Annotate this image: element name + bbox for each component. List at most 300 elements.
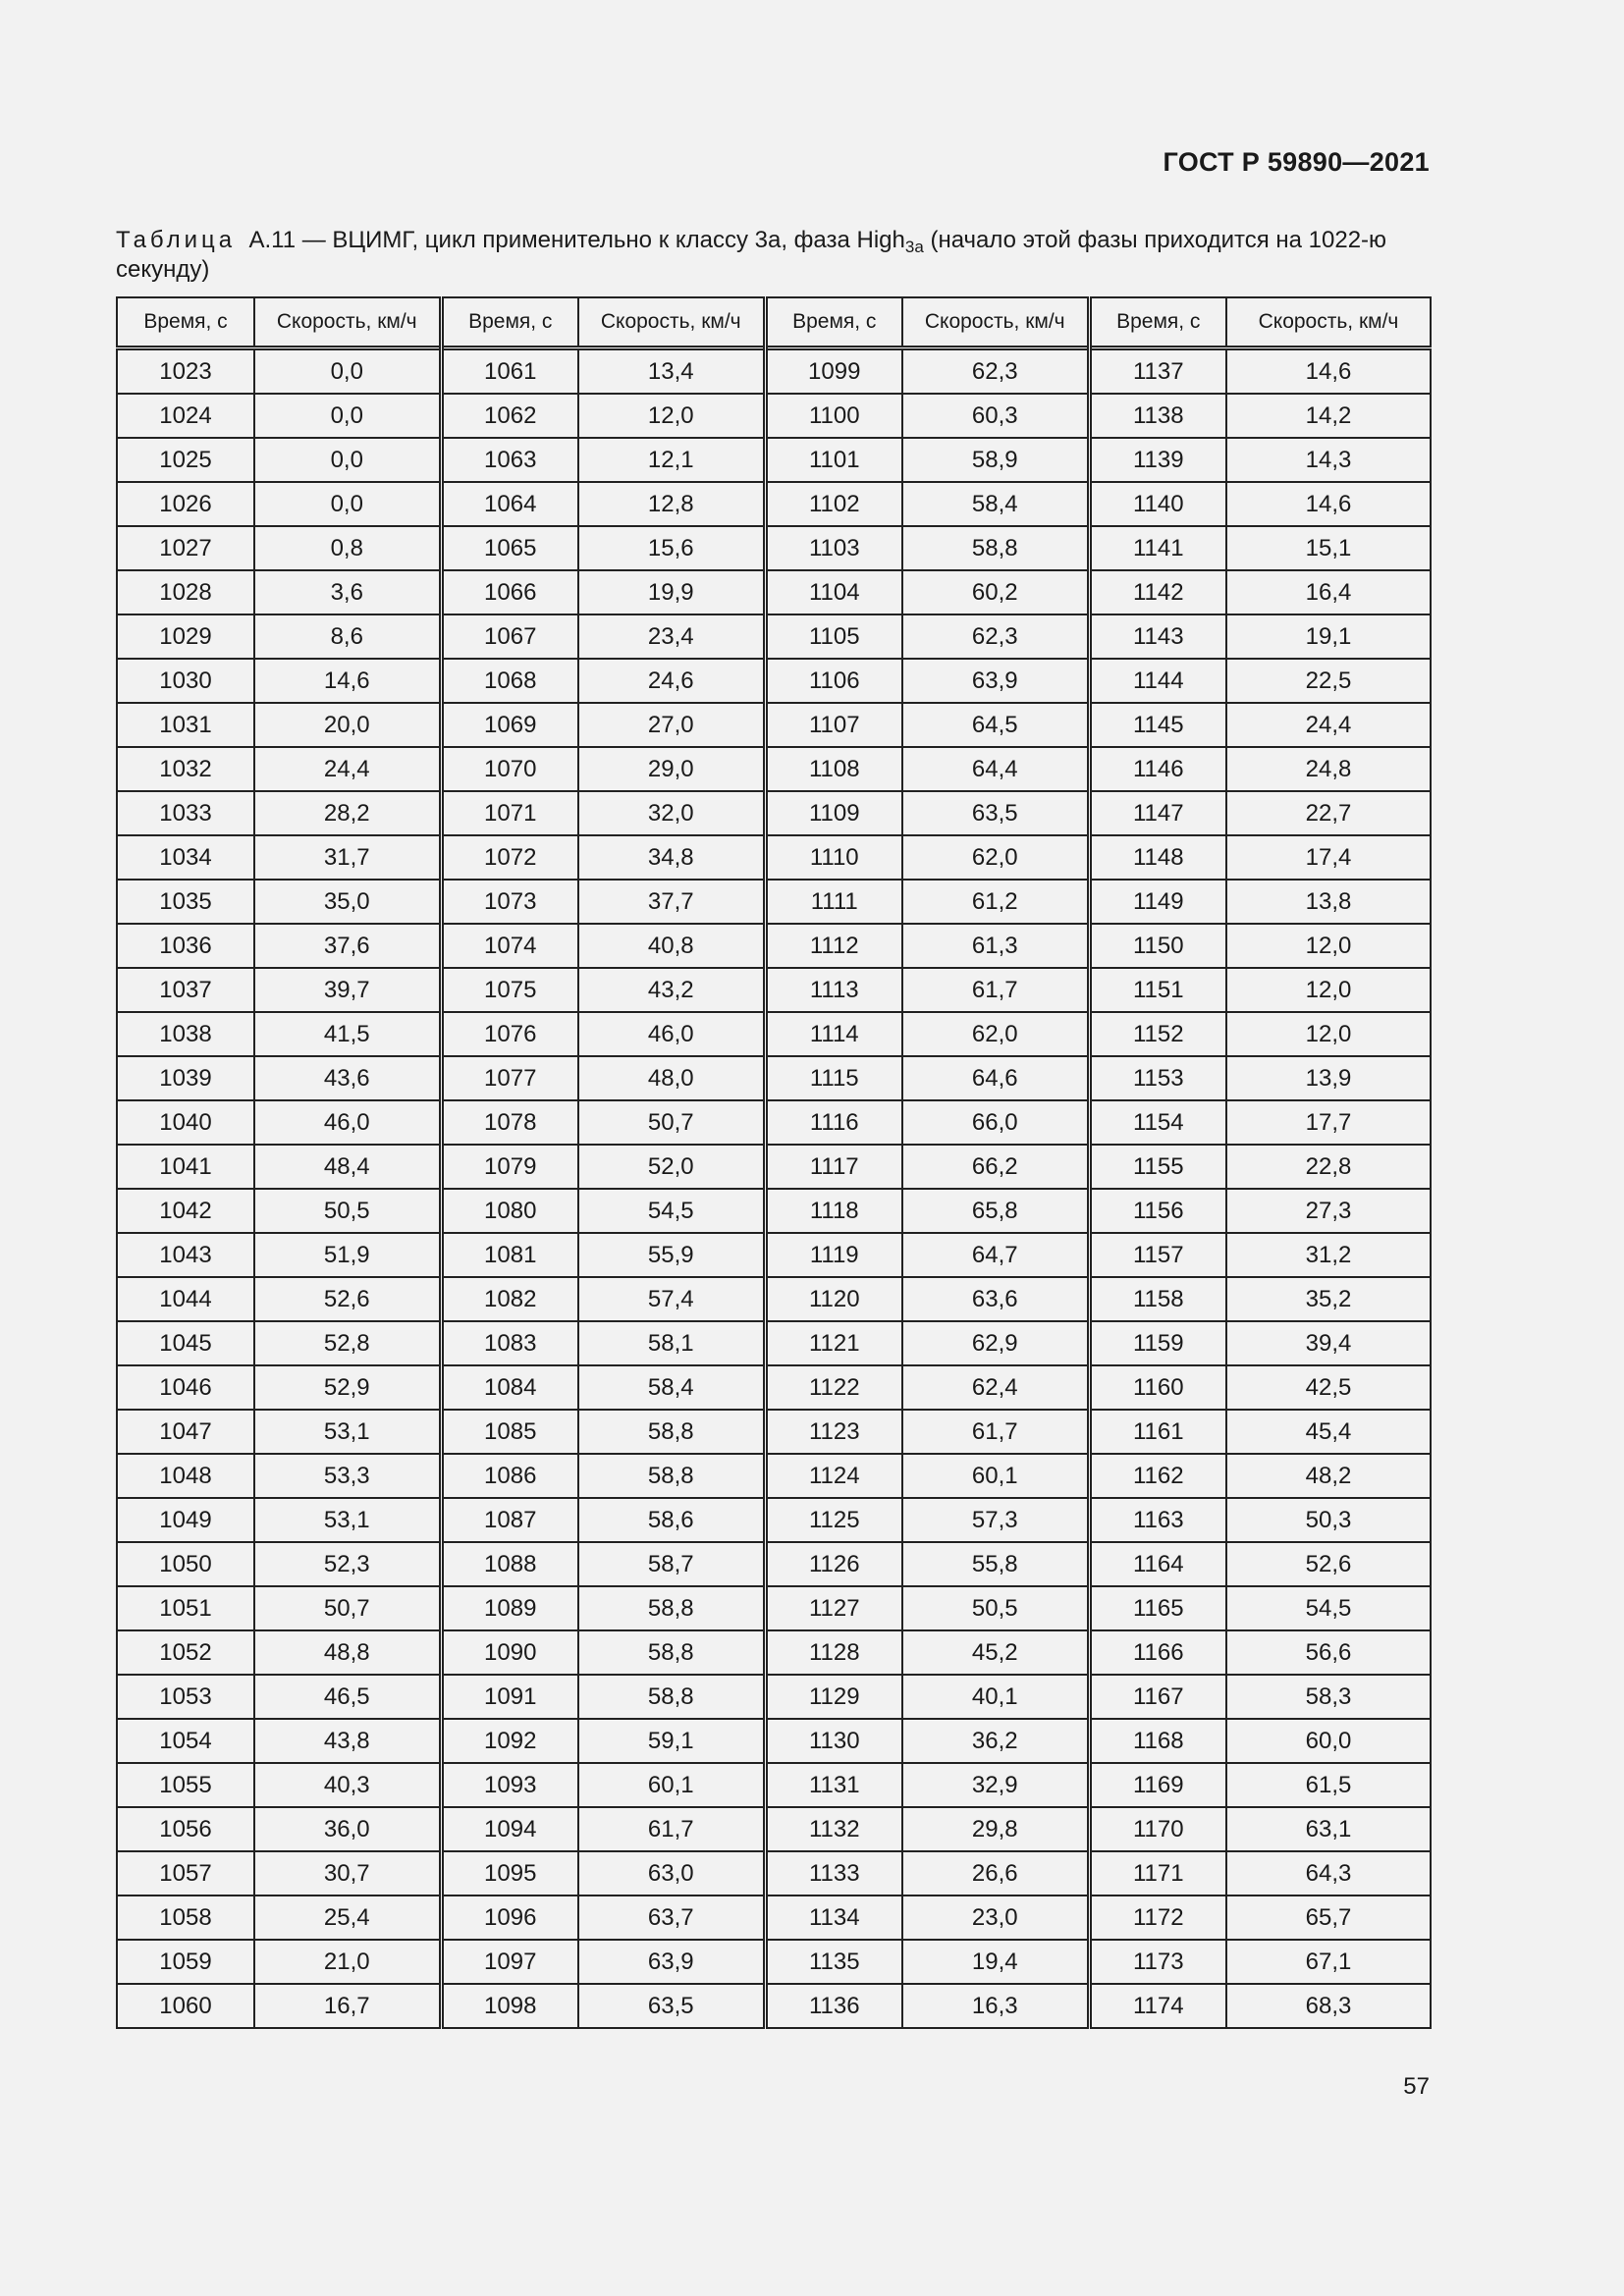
speed-cell: 61,5 <box>1226 1763 1431 1807</box>
table-row <box>117 747 1431 791</box>
speed-cell: 60,0 <box>1226 1719 1431 1763</box>
speed-cell: 42,5 <box>1226 1365 1431 1410</box>
speed-cell: 12,0 <box>1226 1012 1431 1056</box>
table-row <box>117 394 1431 438</box>
table-row <box>117 968 1431 1012</box>
speed-cell: 12,8 <box>578 482 765 526</box>
table-row <box>117 1940 1431 1984</box>
speed-cell: 29,8 <box>902 1807 1089 1851</box>
time-cell: 1144 <box>1089 659 1226 703</box>
speed-cell: 58,3 <box>1226 1675 1431 1719</box>
time-cell: 1072 <box>441 835 578 880</box>
speed-cell: 52,3 <box>254 1542 441 1586</box>
time-cell: 1096 <box>441 1896 578 1940</box>
speed-cell: 40,3 <box>254 1763 441 1807</box>
speed-cell: 58,4 <box>578 1365 765 1410</box>
time-cell: 1062 <box>441 394 578 438</box>
speed-cell: 23,0 <box>902 1896 1089 1940</box>
time-cell: 1167 <box>1089 1675 1226 1719</box>
speed-cell: 40,8 <box>578 924 765 968</box>
speed-cell: 46,0 <box>254 1100 441 1145</box>
speed-cell: 12,1 <box>578 438 765 482</box>
time-cell: 1081 <box>441 1233 578 1277</box>
speed-cell: 57,3 <box>902 1498 1089 1542</box>
time-cell: 1078 <box>441 1100 578 1145</box>
time-cell: 1098 <box>441 1984 578 2028</box>
table-row <box>117 924 1431 968</box>
table-row <box>117 482 1431 526</box>
time-cell: 1099 <box>765 348 902 395</box>
speed-cell: 37,6 <box>254 924 441 968</box>
time-cell: 1094 <box>441 1807 578 1851</box>
speed-cell: 53,1 <box>254 1498 441 1542</box>
header-speed: Скорость, км/ч <box>1226 297 1431 348</box>
speed-cell: 12,0 <box>1226 924 1431 968</box>
speed-cell: 32,9 <box>902 1763 1089 1807</box>
speed-cell: 23,4 <box>578 614 765 659</box>
speed-cell: 24,4 <box>254 747 441 791</box>
speed-cell: 16,3 <box>902 1984 1089 2028</box>
speed-cell: 0,0 <box>254 438 441 482</box>
speed-cell: 68,3 <box>1226 1984 1431 2028</box>
time-cell: 1087 <box>441 1498 578 1542</box>
time-cell: 1165 <box>1089 1586 1226 1630</box>
speed-cell: 62,0 <box>902 1012 1089 1056</box>
speed-cell: 58,8 <box>578 1675 765 1719</box>
time-cell: 1129 <box>765 1675 902 1719</box>
speed-cell: 15,6 <box>578 526 765 570</box>
time-cell: 1036 <box>117 924 254 968</box>
speed-cell: 67,1 <box>1226 1940 1431 1984</box>
time-cell: 1174 <box>1089 1984 1226 2028</box>
header-speed: Скорость, км/ч <box>254 297 441 348</box>
time-cell: 1146 <box>1089 747 1226 791</box>
speed-cell: 62,0 <box>902 835 1089 880</box>
speed-cell: 61,2 <box>902 880 1089 924</box>
time-cell: 1043 <box>117 1233 254 1277</box>
speed-cell: 16,7 <box>254 1984 441 2028</box>
time-cell: 1138 <box>1089 394 1226 438</box>
speed-cell: 64,7 <box>902 1233 1089 1277</box>
speed-cell: 58,8 <box>578 1586 765 1630</box>
speed-cell: 58,8 <box>578 1630 765 1675</box>
time-cell: 1038 <box>117 1012 254 1056</box>
speed-cell: 43,8 <box>254 1719 441 1763</box>
table-row <box>117 1896 1431 1940</box>
time-cell: 1085 <box>441 1410 578 1454</box>
time-cell: 1024 <box>117 394 254 438</box>
time-cell: 1102 <box>765 482 902 526</box>
time-cell: 1133 <box>765 1851 902 1896</box>
time-cell: 1060 <box>117 1984 254 2028</box>
speed-cell: 15,1 <box>1226 526 1431 570</box>
speed-cell: 24,8 <box>1226 747 1431 791</box>
time-cell: 1076 <box>441 1012 578 1056</box>
speed-cell: 35,0 <box>254 880 441 924</box>
speed-cell: 50,5 <box>902 1586 1089 1630</box>
speed-cell: 65,7 <box>1226 1896 1431 1940</box>
time-cell: 1077 <box>441 1056 578 1100</box>
time-cell: 1044 <box>117 1277 254 1321</box>
speed-cell: 35,2 <box>1226 1277 1431 1321</box>
time-cell: 1173 <box>1089 1940 1226 1984</box>
time-cell: 1162 <box>1089 1454 1226 1498</box>
speed-cell: 45,2 <box>902 1630 1089 1675</box>
time-cell: 1149 <box>1089 880 1226 924</box>
speed-cell: 62,3 <box>902 614 1089 659</box>
speed-cell: 66,2 <box>902 1145 1089 1189</box>
speed-cell: 63,9 <box>578 1940 765 1984</box>
time-cell: 1131 <box>765 1763 902 1807</box>
time-cell: 1040 <box>117 1100 254 1145</box>
speed-cell: 31,7 <box>254 835 441 880</box>
table-row <box>117 1498 1431 1542</box>
speed-cell: 58,6 <box>578 1498 765 1542</box>
time-cell: 1092 <box>441 1719 578 1763</box>
time-cell: 1147 <box>1089 791 1226 835</box>
speed-cell: 40,1 <box>902 1675 1089 1719</box>
time-cell: 1069 <box>441 703 578 747</box>
table-row <box>117 1365 1431 1410</box>
time-cell: 1136 <box>765 1984 902 2028</box>
time-cell: 1119 <box>765 1233 902 1277</box>
time-cell: 1127 <box>765 1586 902 1630</box>
speed-cell: 34,8 <box>578 835 765 880</box>
speed-cell: 55,8 <box>902 1542 1089 1586</box>
speed-cell: 58,4 <box>902 482 1089 526</box>
time-cell: 1169 <box>1089 1763 1226 1807</box>
speed-cell: 46,0 <box>578 1012 765 1056</box>
speed-cell: 29,0 <box>578 747 765 791</box>
time-cell: 1107 <box>765 703 902 747</box>
speed-cell: 36,0 <box>254 1807 441 1851</box>
time-cell: 1108 <box>765 747 902 791</box>
time-cell: 1050 <box>117 1542 254 1586</box>
speed-cell: 8,6 <box>254 614 441 659</box>
time-cell: 1053 <box>117 1675 254 1719</box>
table-row <box>117 1763 1431 1807</box>
time-cell: 1034 <box>117 835 254 880</box>
time-cell: 1155 <box>1089 1145 1226 1189</box>
time-cell: 1137 <box>1089 348 1226 395</box>
time-cell: 1152 <box>1089 1012 1226 1056</box>
time-cell: 1086 <box>441 1454 578 1498</box>
time-cell: 1057 <box>117 1851 254 1896</box>
speed-cell: 63,5 <box>902 791 1089 835</box>
time-cell: 1143 <box>1089 614 1226 659</box>
speed-cell: 21,0 <box>254 1940 441 1984</box>
speed-cell: 58,7 <box>578 1542 765 1586</box>
table-row <box>117 1100 1431 1145</box>
speed-cell: 52,0 <box>578 1145 765 1189</box>
time-cell: 1075 <box>441 968 578 1012</box>
speed-cell: 57,4 <box>578 1277 765 1321</box>
time-cell: 1070 <box>441 747 578 791</box>
speed-cell: 62,3 <box>902 348 1089 395</box>
time-cell: 1139 <box>1089 438 1226 482</box>
page-number: 57 <box>1403 2073 1430 2100</box>
time-cell: 1101 <box>765 438 902 482</box>
speed-cell: 62,9 <box>902 1321 1089 1365</box>
time-cell: 1093 <box>441 1763 578 1807</box>
speed-cell: 14,6 <box>254 659 441 703</box>
time-cell: 1027 <box>117 526 254 570</box>
speed-cell: 52,6 <box>1226 1542 1431 1586</box>
time-cell: 1066 <box>441 570 578 614</box>
time-cell: 1128 <box>765 1630 902 1675</box>
table-row <box>117 1630 1431 1675</box>
speed-cell: 16,4 <box>1226 570 1431 614</box>
time-cell: 1055 <box>117 1763 254 1807</box>
speed-cell: 63,7 <box>578 1896 765 1940</box>
table-caption-text-end: (начало этой фазы приходится на 1022-ю секунду) <box>116 227 1387 283</box>
speed-cell: 27,3 <box>1226 1189 1431 1233</box>
time-cell: 1046 <box>117 1365 254 1410</box>
time-cell: 1056 <box>117 1807 254 1851</box>
table-caption-subscript: 3a <box>904 238 924 256</box>
speed-cell: 62,4 <box>902 1365 1089 1410</box>
table-row <box>117 1410 1431 1454</box>
speed-cell: 28,2 <box>254 791 441 835</box>
speed-cell: 52,6 <box>254 1277 441 1321</box>
time-cell: 1123 <box>765 1410 902 1454</box>
speed-cell: 39,7 <box>254 968 441 1012</box>
speed-cell: 59,1 <box>578 1719 765 1763</box>
time-cell: 1074 <box>441 924 578 968</box>
time-cell: 1135 <box>765 1940 902 1984</box>
speed-cell: 50,5 <box>254 1189 441 1233</box>
time-cell: 1067 <box>441 614 578 659</box>
time-cell: 1159 <box>1089 1321 1226 1365</box>
speed-cell: 14,2 <box>1226 394 1431 438</box>
speed-cell: 63,5 <box>578 1984 765 2028</box>
speed-cell: 64,4 <box>902 747 1089 791</box>
speed-cell: 30,7 <box>254 1851 441 1896</box>
speed-cell: 22,8 <box>1226 1145 1431 1189</box>
time-cell: 1114 <box>765 1012 902 1056</box>
speed-cell: 24,6 <box>578 659 765 703</box>
time-cell: 1124 <box>765 1454 902 1498</box>
speed-cell: 26,6 <box>902 1851 1089 1896</box>
time-cell: 1170 <box>1089 1807 1226 1851</box>
time-cell: 1160 <box>1089 1365 1226 1410</box>
speed-cell: 58,8 <box>578 1454 765 1498</box>
time-cell: 1122 <box>765 1365 902 1410</box>
speed-cell: 31,2 <box>1226 1233 1431 1277</box>
table-row <box>117 1233 1431 1277</box>
speed-cell: 50,7 <box>254 1586 441 1630</box>
time-cell: 1023 <box>117 348 254 395</box>
speed-cell: 13,4 <box>578 348 765 395</box>
header-time: Время, с <box>117 297 254 348</box>
speed-cell: 52,9 <box>254 1365 441 1410</box>
time-cell: 1030 <box>117 659 254 703</box>
speed-cell: 63,1 <box>1226 1807 1431 1851</box>
speed-cell: 64,5 <box>902 703 1089 747</box>
time-cell: 1095 <box>441 1851 578 1896</box>
time-cell: 1091 <box>441 1675 578 1719</box>
speed-cell: 41,5 <box>254 1012 441 1056</box>
time-cell: 1026 <box>117 482 254 526</box>
time-cell: 1161 <box>1089 1410 1226 1454</box>
header-time: Время, с <box>1089 297 1226 348</box>
speed-cell: 12,0 <box>578 394 765 438</box>
time-cell: 1032 <box>117 747 254 791</box>
time-cell: 1171 <box>1089 1851 1226 1896</box>
speed-cell: 65,8 <box>902 1189 1089 1233</box>
time-cell: 1042 <box>117 1189 254 1233</box>
speed-cell: 61,7 <box>902 1410 1089 1454</box>
time-cell: 1064 <box>441 482 578 526</box>
header-time: Время, с <box>765 297 902 348</box>
time-cell: 1140 <box>1089 482 1226 526</box>
table-row <box>117 1321 1431 1365</box>
speed-cell: 39,4 <box>1226 1321 1431 1365</box>
time-cell: 1025 <box>117 438 254 482</box>
time-cell: 1154 <box>1089 1100 1226 1145</box>
table-row <box>117 1056 1431 1100</box>
time-cell: 1031 <box>117 703 254 747</box>
table-row <box>117 1012 1431 1056</box>
speed-cell: 64,6 <box>902 1056 1089 1100</box>
speed-cell: 43,6 <box>254 1056 441 1100</box>
time-cell: 1153 <box>1089 1056 1226 1100</box>
table-row <box>117 1145 1431 1189</box>
document-number: ГОСТ Р 59890—2021 <box>1163 147 1430 177</box>
time-cell: 1035 <box>117 880 254 924</box>
time-cell: 1071 <box>441 791 578 835</box>
table-row <box>117 1719 1431 1763</box>
time-cell: 1126 <box>765 1542 902 1586</box>
speed-cell: 61,7 <box>902 968 1089 1012</box>
speed-cell: 36,2 <box>902 1719 1089 1763</box>
header-speed: Скорость, км/ч <box>902 297 1089 348</box>
table-row <box>117 659 1431 703</box>
time-cell: 1090 <box>441 1630 578 1675</box>
speed-cell: 0,0 <box>254 348 441 395</box>
table-row <box>117 1675 1431 1719</box>
table-row <box>117 1189 1431 1233</box>
time-cell: 1148 <box>1089 835 1226 880</box>
time-cell: 1033 <box>117 791 254 835</box>
speed-cell: 3,6 <box>254 570 441 614</box>
speed-cell: 24,4 <box>1226 703 1431 747</box>
speed-cell: 0,0 <box>254 482 441 526</box>
time-cell: 1134 <box>765 1896 902 1940</box>
speed-cell: 13,8 <box>1226 880 1431 924</box>
speed-cell: 58,8 <box>902 526 1089 570</box>
time-cell: 1166 <box>1089 1630 1226 1675</box>
speed-cell: 53,3 <box>254 1454 441 1498</box>
time-cell: 1103 <box>765 526 902 570</box>
table-row <box>117 880 1431 924</box>
speed-cell: 17,7 <box>1226 1100 1431 1145</box>
time-cell: 1164 <box>1089 1542 1226 1586</box>
time-cell: 1048 <box>117 1454 254 1498</box>
speed-cell: 14,6 <box>1226 348 1431 395</box>
table-row <box>117 791 1431 835</box>
time-cell: 1073 <box>441 880 578 924</box>
speed-cell: 19,1 <box>1226 614 1431 659</box>
time-cell: 1157 <box>1089 1233 1226 1277</box>
speed-cell: 14,3 <box>1226 438 1431 482</box>
table-row <box>117 570 1431 614</box>
speed-cell: 14,6 <box>1226 482 1431 526</box>
time-cell: 1049 <box>117 1498 254 1542</box>
time-cell: 1145 <box>1089 703 1226 747</box>
time-cell: 1045 <box>117 1321 254 1365</box>
time-cell: 1113 <box>765 968 902 1012</box>
time-cell: 1084 <box>441 1365 578 1410</box>
table-row <box>117 1542 1431 1586</box>
speed-cell: 27,0 <box>578 703 765 747</box>
speed-cell: 25,4 <box>254 1896 441 1940</box>
speed-cell: 22,5 <box>1226 659 1431 703</box>
time-cell: 1079 <box>441 1145 578 1189</box>
speed-cell: 0,0 <box>254 394 441 438</box>
time-cell: 1037 <box>117 968 254 1012</box>
speed-cell: 20,0 <box>254 703 441 747</box>
time-cell: 1051 <box>117 1586 254 1630</box>
time-cell: 1104 <box>765 570 902 614</box>
table-row <box>117 614 1431 659</box>
table-caption-label: Таблица <box>116 227 237 253</box>
time-cell: 1141 <box>1089 526 1226 570</box>
speed-table <box>116 296 1432 2029</box>
time-cell: 1172 <box>1089 1896 1226 1940</box>
header-time: Время, с <box>441 297 578 348</box>
table-row <box>117 1277 1431 1321</box>
time-cell: 1058 <box>117 1896 254 1940</box>
time-cell: 1106 <box>765 659 902 703</box>
speed-cell: 19,4 <box>902 1940 1089 1984</box>
speed-cell: 60,1 <box>902 1454 1089 1498</box>
speed-cell: 13,9 <box>1226 1056 1431 1100</box>
table-row <box>117 1984 1431 2028</box>
speed-cell: 54,5 <box>578 1189 765 1233</box>
time-cell: 1054 <box>117 1719 254 1763</box>
time-cell: 1061 <box>441 348 578 395</box>
time-cell: 1118 <box>765 1189 902 1233</box>
time-cell: 1105 <box>765 614 902 659</box>
speed-cell: 52,8 <box>254 1321 441 1365</box>
table-row <box>117 703 1431 747</box>
speed-cell: 48,0 <box>578 1056 765 1100</box>
speed-cell: 51,9 <box>254 1233 441 1277</box>
speed-cell: 32,0 <box>578 791 765 835</box>
time-cell: 1115 <box>765 1056 902 1100</box>
table-row <box>117 1586 1431 1630</box>
speed-cell: 56,6 <box>1226 1630 1431 1675</box>
table-row <box>117 1851 1431 1896</box>
time-cell: 1125 <box>765 1498 902 1542</box>
speed-cell: 45,4 <box>1226 1410 1431 1454</box>
time-cell: 1083 <box>441 1321 578 1365</box>
time-cell: 1080 <box>441 1189 578 1233</box>
speed-cell: 60,3 <box>902 394 1089 438</box>
table-row <box>117 348 1431 395</box>
time-cell: 1151 <box>1089 968 1226 1012</box>
speed-cell: 66,0 <box>902 1100 1089 1145</box>
speed-cell: 12,0 <box>1226 968 1431 1012</box>
time-cell: 1112 <box>765 924 902 968</box>
time-cell: 1142 <box>1089 570 1226 614</box>
time-cell: 1117 <box>765 1145 902 1189</box>
table-row <box>117 1807 1431 1851</box>
time-cell: 1163 <box>1089 1498 1226 1542</box>
speed-cell: 58,8 <box>578 1410 765 1454</box>
time-cell: 1100 <box>765 394 902 438</box>
